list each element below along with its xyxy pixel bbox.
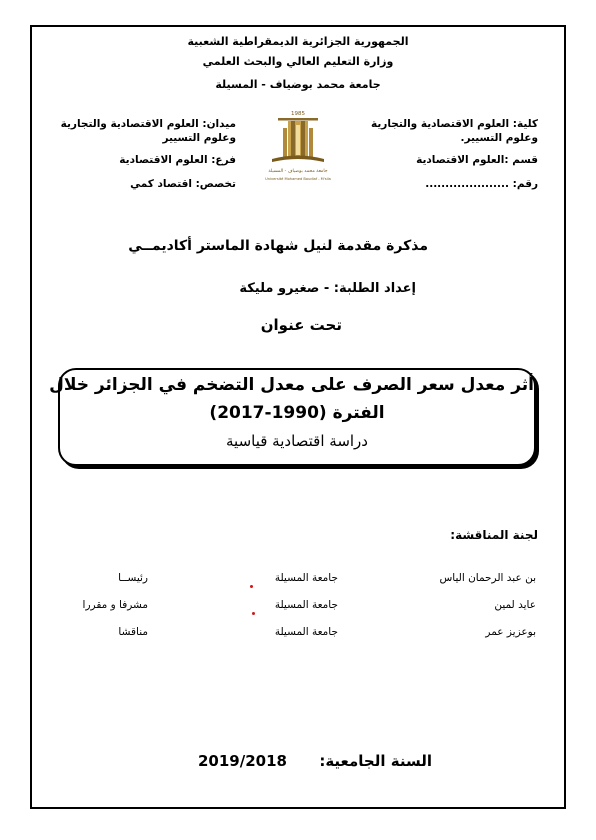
- specialty: تخصص: اقتصاد كمي: [130, 178, 236, 190]
- department: قسم :العلوم الاقتصادية: [416, 154, 538, 166]
- ministry-name: وزارة التعليم العالي والبحث العلمي: [202, 55, 394, 68]
- thesis-subtitle: دراسة اقتصادية قياسية: [226, 432, 368, 450]
- academic-year-value: 2019/2018: [198, 752, 287, 770]
- thesis-title-line2: الفترة (1990-2017): [209, 403, 385, 423]
- member-university: جامعة المسيلة: [274, 599, 338, 611]
- logo-caption-ar: جامعة محمد بوضياف - المسيلة: [268, 169, 328, 174]
- member-name: بن عبد الرحمان الياس: [439, 572, 536, 584]
- member-name: بوعزيز عمر: [485, 626, 536, 638]
- member-name: عايد لمين: [494, 599, 536, 611]
- university-logo: [258, 106, 338, 184]
- committee-heading: لجنة المناقشة:: [450, 528, 538, 542]
- branch: فرع: العلوم الاقتصادية: [119, 154, 236, 166]
- member-university: جامعة المسيلة: [274, 626, 338, 638]
- file-number: رقم: .....................: [425, 178, 538, 190]
- red-mark: [250, 585, 253, 588]
- member-university: جامعة المسيلة: [274, 572, 338, 584]
- member-role: مشرفا و مقررا: [82, 599, 148, 611]
- member-role: مناقشا: [118, 626, 148, 638]
- logo-caption-fr: Université Mohamed Boudiaf - M'sila: [265, 177, 331, 181]
- student-name: إعداد الطلبة: - صغيرو مليكة: [239, 281, 416, 296]
- thesis-title-line1: أثر معدل سعر الصرف على معدل التضخم في الجزائر خلال: [49, 375, 534, 395]
- member-role: رئيســا: [118, 572, 148, 584]
- logo-year: 1985: [291, 111, 305, 117]
- red-mark: [252, 612, 255, 615]
- academic-year-label: السنة الجامعية:: [319, 752, 432, 770]
- memo-title: مذكرة مقدمة لنيل شهادة الماستر أكاديمــي: [128, 238, 428, 254]
- under-title: تحت عنوان: [260, 316, 342, 334]
- field: ميدان: العلوم الاقتصادية والتجارية وعلوم التسيير: [60, 118, 236, 144]
- university-name: جامعة محمد بوضياف - المسيلة: [215, 78, 381, 91]
- faculty: كلية: العلوم الاقتصادية والتجارية وعلوم التسيير.: [370, 118, 538, 144]
- republic-name: الجمهورية الجزائرية الديمقراطية الشعبية: [187, 35, 409, 48]
- thesis-title-box: [49, 368, 536, 466]
